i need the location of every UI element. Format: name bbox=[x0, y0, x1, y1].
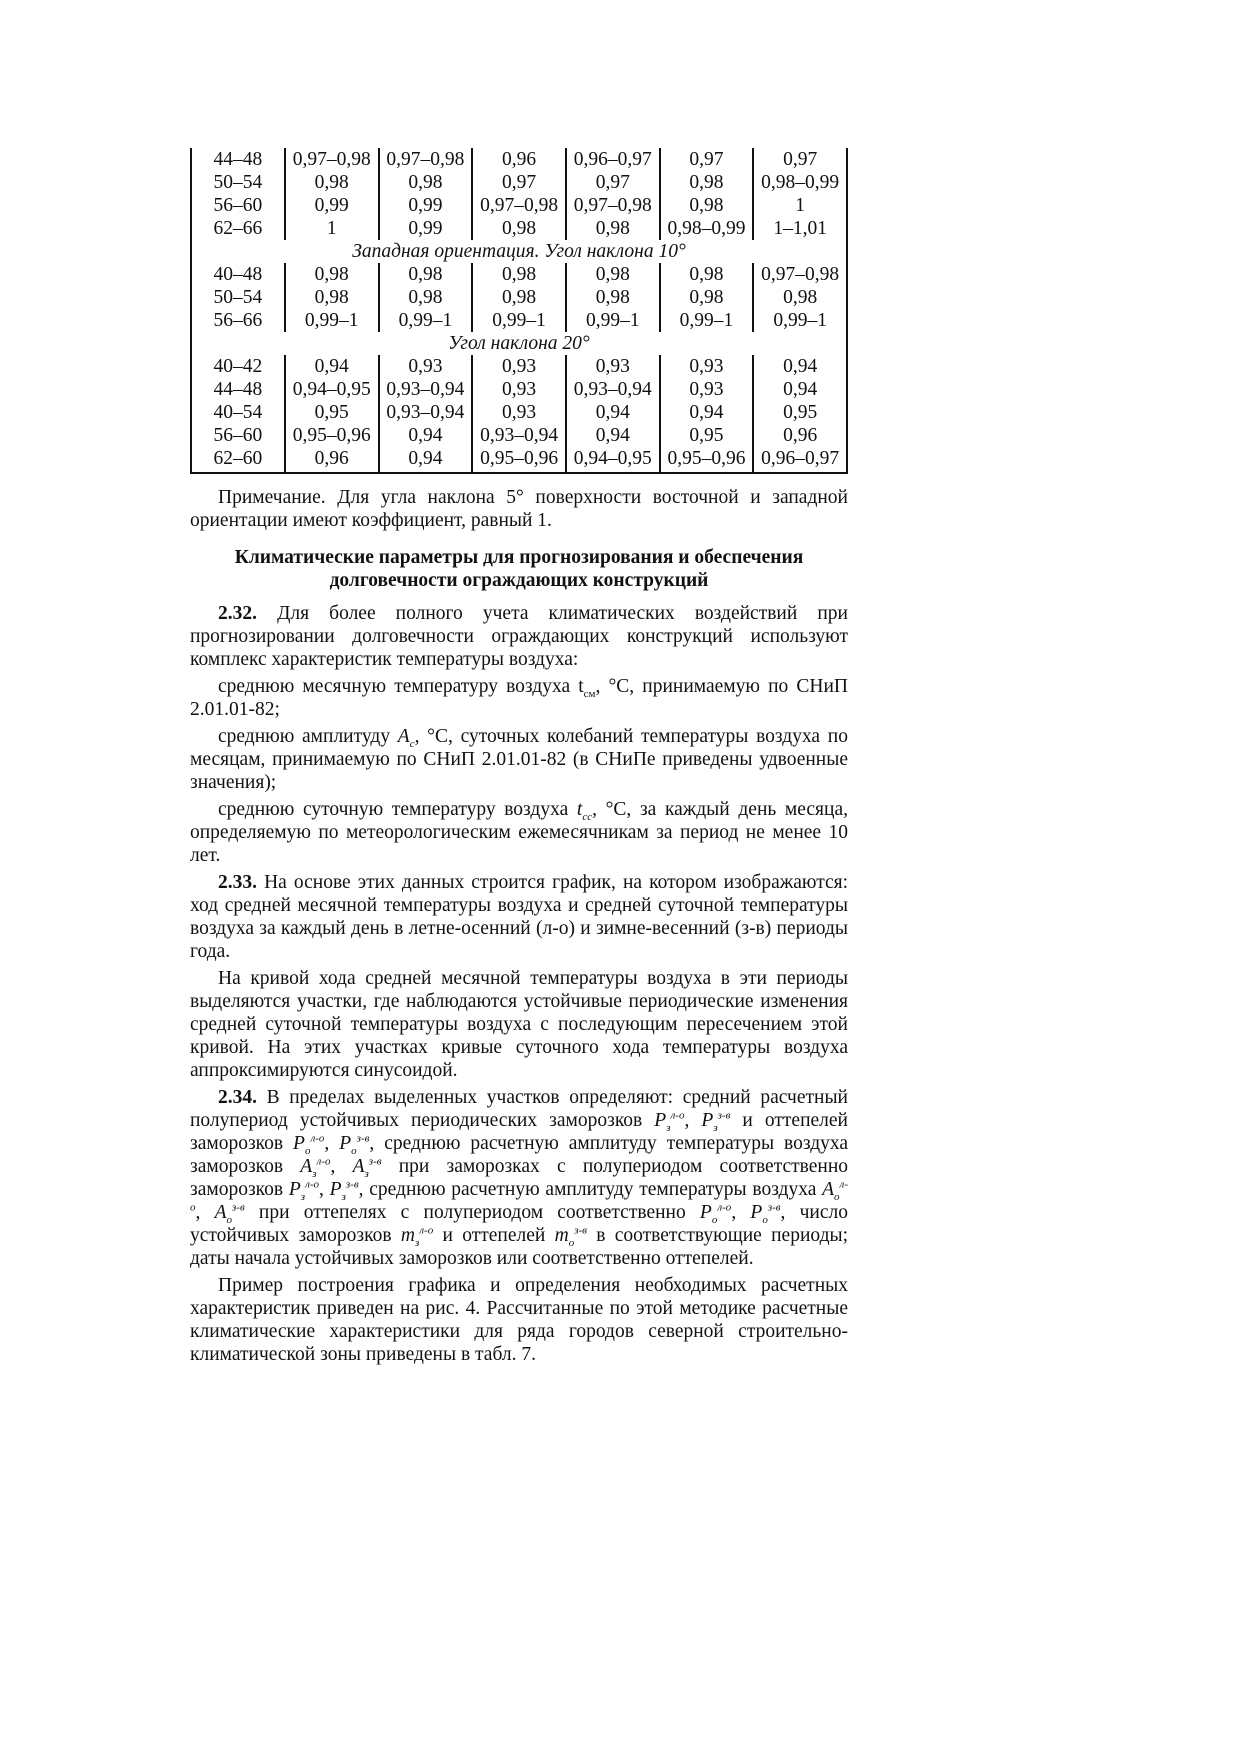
symbol: A bbox=[822, 1179, 835, 1200]
paragraph-text: в соответствующие периоды; даты начала устойчивых заморозков или соответственно оттепелей. bbox=[190, 1225, 849, 1269]
table-row bbox=[191, 171, 847, 194]
table-cell: 1 bbox=[285, 217, 379, 240]
table-cell: 0,98 bbox=[660, 263, 754, 286]
symbol: A bbox=[300, 1156, 313, 1177]
table-cell: 0,97–0,98 bbox=[753, 263, 847, 286]
separator: , bbox=[319, 1179, 330, 1200]
table-cell: 0,98–0,99 bbox=[660, 217, 754, 240]
superscript: з-в bbox=[368, 1155, 382, 1168]
table-section-title-row bbox=[191, 240, 847, 263]
separator: , bbox=[684, 1110, 702, 1131]
subscript: о bbox=[351, 1144, 357, 1157]
subscript: з bbox=[364, 1167, 369, 1180]
superscript: з-в bbox=[345, 1178, 359, 1191]
paragraph-number: 2.33. bbox=[218, 872, 257, 893]
subscript: см bbox=[583, 687, 596, 700]
table-cell: 0,94 bbox=[379, 447, 473, 473]
table-note: Примечание. Для угла наклона 5° поверхности восточной и западной ориентации имеют коэффициент, равный 1. bbox=[190, 487, 848, 531]
table-cell: 0,97 bbox=[566, 171, 660, 194]
table-row bbox=[191, 217, 847, 240]
table-cell: 0,98 bbox=[660, 286, 754, 309]
table-row bbox=[191, 263, 847, 286]
table-cell: 0,95 bbox=[285, 401, 379, 424]
paragraph-text: среднюю суточную температуру воздуха bbox=[218, 799, 577, 820]
superscript: з-в bbox=[574, 1224, 587, 1237]
superscript: л-о bbox=[419, 1224, 434, 1237]
table-cell: 0,99–1 bbox=[753, 309, 847, 332]
table-cell: 1–1,01 bbox=[753, 217, 847, 240]
table-cell: 0,93–0,94 bbox=[379, 401, 473, 424]
table-cell: 0,98 bbox=[566, 217, 660, 240]
subscript: о bbox=[762, 1213, 768, 1226]
table-cell: 0,98 bbox=[379, 263, 473, 286]
section-heading bbox=[190, 546, 848, 592]
superscript: з-в bbox=[356, 1132, 370, 1145]
table-cell: 0,95 bbox=[753, 401, 847, 424]
separator: , bbox=[324, 1133, 340, 1154]
document-page bbox=[190, 148, 848, 1370]
table-cell: 0,98 bbox=[753, 286, 847, 309]
table-row-header: 62–66 bbox=[213, 218, 263, 239]
separator: , bbox=[330, 1156, 353, 1177]
table-cell: 0,97 bbox=[660, 148, 754, 171]
table-row bbox=[191, 148, 847, 171]
superscript: л-о bbox=[305, 1178, 320, 1191]
table-cell: 0,99 bbox=[379, 217, 473, 240]
paragraph-text: Для более полного учета климатических воздействий при прогнозировании долговечности ограждающих конструкций используют комплекс характеристик температуры воздуха: bbox=[190, 603, 848, 670]
paragraph-2-33 bbox=[190, 871, 848, 963]
symbol: P bbox=[701, 1110, 714, 1131]
table-cell: 0,95 bbox=[660, 424, 754, 447]
table-cell: 0,95–0,96 bbox=[285, 424, 379, 447]
table-cell: 0,97 bbox=[472, 171, 566, 194]
table-cell: 0,98 bbox=[660, 171, 754, 194]
table-cell: 0,94 bbox=[753, 355, 847, 378]
symbol: A bbox=[397, 726, 410, 747]
table-cell: 0,93–0,94 bbox=[566, 378, 660, 401]
table-cell: 0,93 bbox=[472, 355, 566, 378]
math-symbol bbox=[300, 1155, 331, 1180]
symbol: A bbox=[352, 1156, 365, 1177]
subscript: з bbox=[713, 1121, 718, 1134]
table-cell: 0,94 bbox=[660, 401, 754, 424]
paragraph-text: , число устойчивых заморозков bbox=[190, 1202, 848, 1246]
paragraph-text: , °С, принимаемую по СНиП 2.01.01-82; bbox=[190, 676, 848, 720]
table-cell: 0,98 bbox=[472, 286, 566, 309]
math-symbol bbox=[288, 1178, 320, 1203]
table-cell: 0,98 bbox=[472, 263, 566, 286]
coefficient-table bbox=[190, 148, 848, 474]
table-cell: 0,97–0,98 bbox=[472, 194, 566, 217]
table-row-header: 56–66 bbox=[213, 310, 263, 331]
math-symbol bbox=[750, 1201, 781, 1226]
subscript: о bbox=[304, 1144, 311, 1157]
superscript: л-о bbox=[316, 1155, 331, 1168]
table-cell: 0,96–0,97 bbox=[566, 148, 660, 171]
paragraph-2-32 bbox=[190, 602, 848, 671]
table-row bbox=[191, 447, 847, 473]
math-symbol bbox=[400, 1224, 434, 1249]
table-cell: 0,98 bbox=[566, 286, 660, 309]
symbol: m bbox=[554, 1225, 569, 1246]
math-symbol bbox=[701, 1109, 731, 1134]
table-cell: 0,98 bbox=[566, 263, 660, 286]
table-cell: 0,98 bbox=[285, 263, 379, 286]
symbol: P bbox=[293, 1133, 305, 1154]
table-cell: 0,99–1 bbox=[379, 309, 473, 332]
table-cell: 0,95–0,96 bbox=[660, 447, 754, 473]
paragraph-curve: На кривой хода средней месячной температуры воздуха в эти периоды выделяются участки, где наблюдаются устойчивые периодические изменения средней суточной температуры воздуха с последующим пересечением этой кривой. На этих участках кривые суточного хода температуры воздуха аппроксимируются синусоидой. bbox=[190, 968, 848, 1081]
superscript: з-в bbox=[767, 1201, 781, 1214]
paragraph-text: На основе этих данных строится график, на котором изображаются: ход средней месячной температуры воздуха и средней суточной температуры воздуха за каждый день в летне-осенний (л-о) и зимне-весенний (з-в) периоды года. bbox=[190, 872, 848, 962]
table-cell: 0,98–0,99 bbox=[753, 171, 847, 194]
table-row-header: 40–54 bbox=[213, 402, 263, 423]
subscript: c bbox=[409, 737, 415, 750]
superscript: л-о bbox=[190, 1178, 848, 1214]
subscript: о bbox=[711, 1213, 718, 1226]
table-row bbox=[191, 424, 847, 447]
symbol: P bbox=[339, 1133, 352, 1154]
paragraph-text: и оттепелей bbox=[433, 1225, 555, 1246]
paragraph-text: , °С, суточных колебаний температуры воздуха по месяцам, принимаемую по СНиП 2.01.01-82 (в СНиПе приведены удвоенные значения); bbox=[190, 726, 848, 793]
table-section-title-row bbox=[191, 332, 847, 355]
paragraph-number: 2.34. bbox=[218, 1087, 257, 1108]
table-cell: 0,97–0,98 bbox=[566, 194, 660, 217]
table-cell: 0,98 bbox=[285, 171, 379, 194]
table-cell: 0,99–1 bbox=[472, 309, 566, 332]
paragraph-text: и оттепелей заморозков bbox=[190, 1110, 848, 1154]
paragraph-text: при оттепелях с полупериодом соответственно bbox=[244, 1202, 700, 1223]
paragraph-text: В пределах выделенных участков определяют: средний расчетный полупериод устойчивых периодических заморозков bbox=[190, 1087, 848, 1131]
table-cell: 0,95–0,96 bbox=[472, 447, 566, 473]
math-symbol bbox=[214, 1201, 245, 1226]
separator: , bbox=[195, 1202, 215, 1223]
table-cell: 0,93 bbox=[566, 355, 660, 378]
paragraph-text: , среднюю расчетную амплитуду температуры воздуха bbox=[358, 1179, 823, 1200]
table-cell: 0,99–1 bbox=[566, 309, 660, 332]
table-cell: 0,96–0,97 bbox=[753, 447, 847, 473]
superscript: л-о bbox=[310, 1132, 325, 1145]
table-row-header: 44–48 bbox=[213, 149, 263, 170]
table-cell: 0,93 bbox=[472, 378, 566, 401]
superscript: з-в bbox=[232, 1201, 245, 1214]
math-symbol bbox=[293, 1132, 325, 1157]
paragraph-text: среднюю амплитуду bbox=[218, 726, 398, 747]
paragraph-2-34 bbox=[190, 1086, 848, 1270]
subscript: з bbox=[312, 1167, 317, 1180]
table-row bbox=[191, 355, 847, 378]
table-cell: 0,96 bbox=[753, 424, 847, 447]
math-symbol bbox=[339, 1132, 370, 1157]
subscript: з bbox=[666, 1121, 671, 1134]
table-cell: 0,94–0,95 bbox=[285, 378, 379, 401]
math-symbol bbox=[654, 1109, 685, 1134]
table-cell: 0,94 bbox=[566, 401, 660, 424]
table-row bbox=[191, 401, 847, 424]
symbol: P bbox=[288, 1179, 301, 1200]
symbol: P bbox=[750, 1202, 763, 1223]
paragraph-text: среднюю месячную температуру воздуха t bbox=[218, 676, 584, 697]
table-cell: 0,97 bbox=[753, 148, 847, 171]
table-row-header: 40–42 bbox=[213, 356, 263, 377]
table-section-title: Западная ориентация. Угол наклона 10° bbox=[352, 241, 686, 262]
table-cell: 0,93–0,94 bbox=[472, 424, 566, 447]
paragraph-text: , °С, за каждый день месяца, определяемую по метеорологическим ежемесячникам за период не менее 10 лет. bbox=[190, 799, 848, 866]
separator: , bbox=[731, 1202, 751, 1223]
table-row-header: 56–60 bbox=[213, 425, 263, 446]
math-symbol bbox=[352, 1155, 382, 1180]
subscript: з bbox=[300, 1190, 306, 1203]
table-row-header: 62–60 bbox=[213, 448, 263, 469]
table-row-header: 44–48 bbox=[213, 379, 263, 400]
table-cell: 0,97–0,98 bbox=[285, 148, 379, 171]
table-cell: 0,96 bbox=[285, 447, 379, 473]
math-symbol bbox=[554, 1224, 587, 1249]
table-cell: 0,98 bbox=[379, 286, 473, 309]
table-cell: 0,99 bbox=[379, 194, 473, 217]
paragraph-ac bbox=[190, 725, 848, 794]
table-section-title: Угол наклона 20° bbox=[448, 333, 590, 354]
table-row-header: 56–60 bbox=[213, 195, 263, 216]
table-cell: 0,93 bbox=[472, 401, 566, 424]
paragraph-tcc bbox=[190, 798, 848, 867]
table-cell: 0,98 bbox=[472, 217, 566, 240]
superscript: л-о bbox=[717, 1201, 732, 1214]
table-cell: 0,93 bbox=[660, 378, 754, 401]
symbol: P bbox=[329, 1179, 342, 1200]
table-cell: 0,93 bbox=[660, 355, 754, 378]
table-cell: 0,99–1 bbox=[660, 309, 754, 332]
subscript: cc bbox=[582, 810, 593, 823]
table-cell: 0,99–1 bbox=[285, 309, 379, 332]
superscript: л-о bbox=[670, 1109, 685, 1122]
paragraph-number: 2.32. bbox=[218, 603, 257, 624]
table-row bbox=[191, 286, 847, 309]
table-row-header: 50–54 bbox=[213, 287, 263, 308]
table-cell: 0,94 bbox=[379, 424, 473, 447]
paragraph-text: при заморозках с полупериодом соответственно заморозков bbox=[190, 1156, 849, 1200]
table-row bbox=[191, 194, 847, 217]
table-cell: 0,94 bbox=[753, 378, 847, 401]
table-cell: 0,94–0,95 bbox=[566, 447, 660, 473]
table-cell: 0,98 bbox=[660, 194, 754, 217]
table-cell: 1 bbox=[753, 194, 847, 217]
subscript: з bbox=[414, 1236, 420, 1249]
section-heading-line2: долговечности ограждающих конструкций bbox=[329, 570, 709, 591]
table-cell: 0,96 bbox=[472, 148, 566, 171]
table-row-header: 40–48 bbox=[213, 264, 263, 285]
symbol: P bbox=[654, 1110, 667, 1131]
symbol: A bbox=[214, 1202, 227, 1223]
table-cell: 0,98 bbox=[285, 286, 379, 309]
table-cell: 0,94 bbox=[566, 424, 660, 447]
subscript: з bbox=[341, 1190, 346, 1203]
symbol: t bbox=[576, 799, 583, 820]
symbol: m bbox=[400, 1225, 415, 1246]
paragraph-text: , среднюю расчетную амплитуду температуры воздуха заморозков bbox=[190, 1133, 849, 1177]
table-cell: 0,93 bbox=[379, 355, 473, 378]
table-row bbox=[191, 309, 847, 332]
paragraph-tsm bbox=[190, 675, 848, 721]
table-row bbox=[191, 378, 847, 401]
table-cell: 0,99 bbox=[285, 194, 379, 217]
table-cell: 0,97–0,98 bbox=[379, 148, 473, 171]
table-row-header: 50–54 bbox=[213, 172, 263, 193]
math-symbol bbox=[699, 1201, 732, 1226]
table-cell: 0,93–0,94 bbox=[379, 378, 473, 401]
paragraph-example: Пример построения графика и определения необходимых расчетных характеристик приведен на рис. 4. Рассчитанные по этой методике расчетные климатические характеристики для ряда городов северной строительно-климатической зоны приведены в табл. 7. bbox=[190, 1275, 848, 1365]
subscript: о bbox=[834, 1190, 840, 1203]
table-cell: 0,94 bbox=[285, 355, 379, 378]
subscript: о bbox=[568, 1236, 575, 1249]
superscript: з-в bbox=[717, 1109, 731, 1122]
math-symbol bbox=[329, 1178, 359, 1203]
symbol: P bbox=[699, 1202, 712, 1223]
subscript: о bbox=[226, 1213, 232, 1226]
section-heading-line1: Климатические параметры для прогнозирования и обеспечения bbox=[234, 547, 804, 568]
table-cell: 0,98 bbox=[379, 171, 473, 194]
